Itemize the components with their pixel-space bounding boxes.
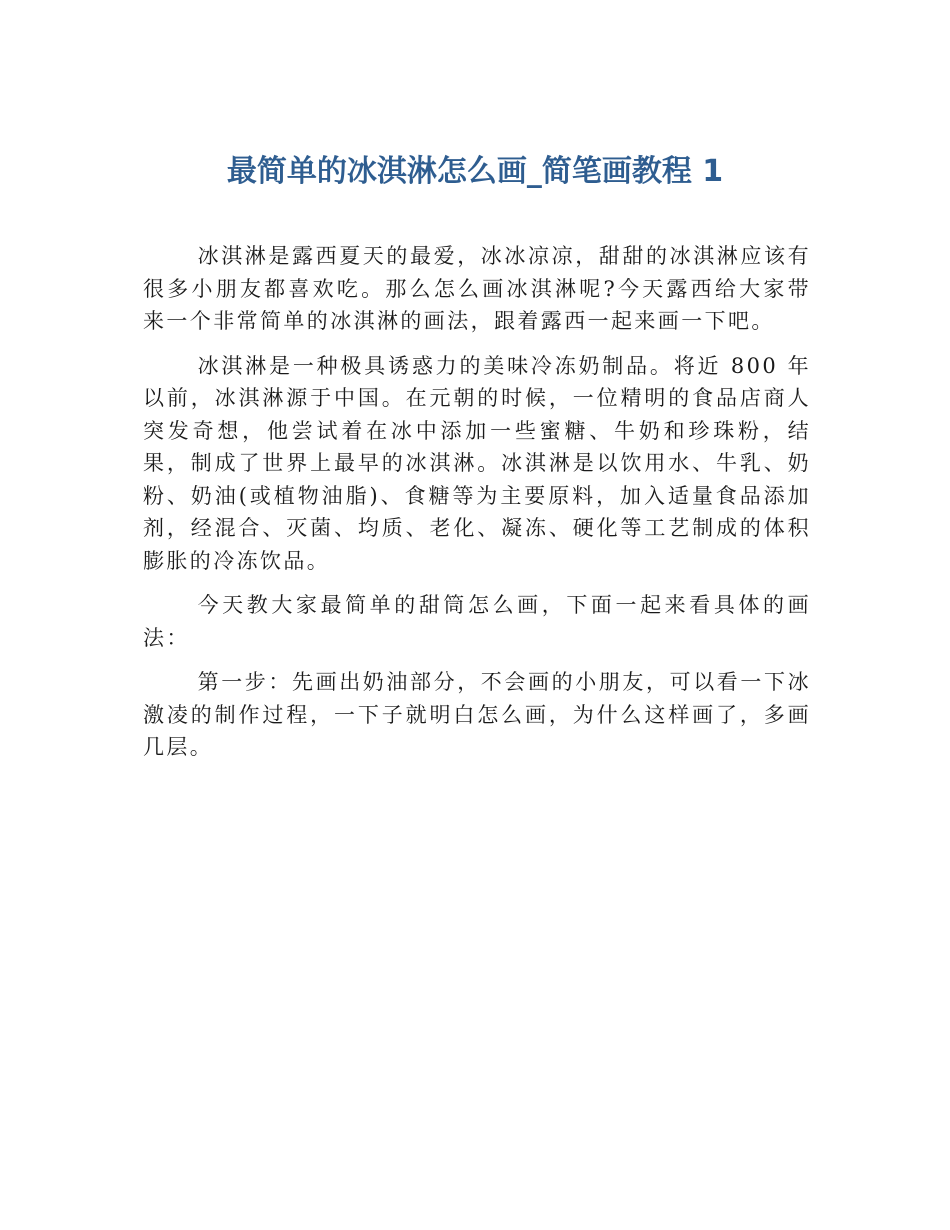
paragraph-lesson-intro: 今天教大家最简单的甜筒怎么画，下面一起来看具体的画法： bbox=[143, 593, 811, 650]
document-body bbox=[143, 240, 811, 776]
paragraph-step-one: 第一步：先画出奶油部分，不会画的小朋友，可以看一下冰激凌的制作过程，一下子就明白怎么画，为什么这样画了，多画几层。 bbox=[143, 670, 811, 759]
page-title: 最简单的冰淇淋怎么画_简笔画教程 1 bbox=[226, 154, 724, 189]
paragraph-history: 冰淇淋是一种极具诱惑力的美味冷冻奶制品。将近 800 年以前，冰淇淋源于中国。在元朝的时候，一位精明的食品店商人突发奇想，他尝试着在冰中添加一些蜜糖、牛奶和珍珠粉，结果，制成了世界上最早的冰淇淋。冰淇淋是以饮用水、牛乳、奶粉、奶油(或植物油脂)、食糖等为主要原料，加入适量食品添加剂，经混合、灭菌、均质、老化、凝冻、硬化等工艺制成的体积膨胀的冷冻饮品。 bbox=[143, 353, 811, 573]
paragraph-intro: 冰淇淋是露西夏天的最爱，冰冰凉凉，甜甜的冰淇淋应该有很多小朋友都喜欢吃。那么怎么画冰淇淋呢?今天露西给大家带来一个非常简单的冰淇淋的画法，跟着露西一起来画一下吧。 bbox=[143, 244, 811, 333]
